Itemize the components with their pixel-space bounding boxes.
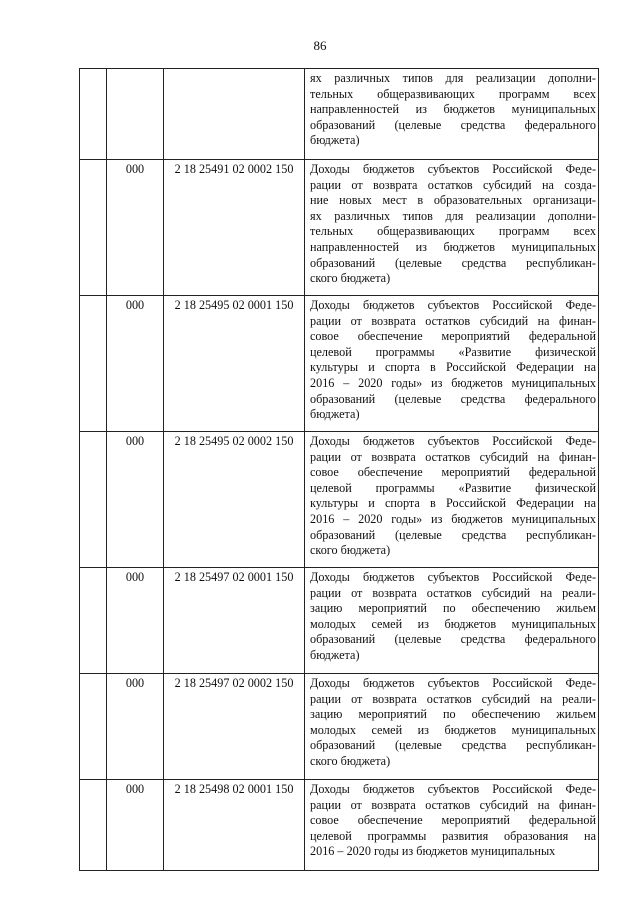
income-name-line: культуры и спорта в Российской Федерации на	[310, 360, 596, 375]
income-name-line: ского бюджета)	[310, 753, 391, 768]
blank-cell	[80, 674, 107, 780]
budget-code-cell: 2 18 25498 02 0001 150	[164, 780, 305, 871]
income-name-line: 2016 – 2020 годы» из бюджетов муниципальных	[310, 375, 596, 390]
blank-cell	[80, 69, 107, 160]
table-row	[80, 432, 599, 568]
budget-code-cell: 2 18 25497 02 0001 150	[164, 568, 305, 674]
income-name-line: Доходы бюджетов субъектов Российской Феде-	[310, 434, 596, 448]
income-name-line: совое обеспечение мероприятий федеральной	[310, 329, 596, 344]
admin-code-cell: 000	[107, 780, 164, 871]
blank-cell	[80, 160, 107, 296]
income-name-line: направленностей из бюджетов муниципальных	[310, 239, 596, 254]
income-name-line: Доходы бюджетов субъектов Российской Феде-	[310, 676, 596, 690]
income-name-cell	[305, 568, 599, 674]
admin-code-cell: 000	[107, 160, 164, 296]
income-name-line: молодых семей из бюджетов муниципальных	[310, 616, 596, 631]
budget-code-cell	[164, 69, 305, 160]
income-name-line: бюджета)	[310, 647, 360, 662]
revenue-table	[79, 68, 599, 871]
table-row	[80, 160, 599, 296]
budget-code-cell: 2 18 25495 02 0001 150	[164, 296, 305, 432]
income-name-line: тельных общеразвивающих программ всех	[310, 224, 596, 239]
admin-code-cell	[107, 69, 164, 160]
table-row	[80, 674, 599, 780]
table-body	[80, 69, 599, 871]
income-name-line: образований (целевые средства федерального	[310, 117, 596, 132]
income-name-line: Доходы бюджетов субъектов Российской Феде-	[310, 298, 596, 312]
income-name-line: зацию мероприятий по обеспечению жильем	[310, 601, 596, 616]
income-name-line: образований (целевые средства республикан-	[310, 738, 596, 753]
income-name-line: 2016 – 2020 годы» из бюджетов муниципальных	[310, 511, 596, 526]
income-name-line: ние новых мест в образовательных организаци-	[310, 193, 596, 208]
income-name-line: образований (целевые средства федерального	[310, 632, 596, 647]
blank-cell	[80, 296, 107, 432]
admin-code-cell: 000	[107, 432, 164, 568]
income-name-cell	[305, 296, 599, 432]
income-name-line: зацию мероприятий по обеспечению жильем	[310, 707, 596, 722]
income-name-line: Доходы бюджетов субъектов Российской Феде-	[310, 782, 596, 796]
income-name-line: совое обеспечение мероприятий федеральной	[310, 813, 596, 828]
income-name-line: ского бюджета)	[310, 271, 391, 286]
income-name-cell	[305, 780, 599, 871]
admin-code-cell: 000	[107, 674, 164, 780]
income-name-line: Доходы бюджетов субъектов Российской Феде-	[310, 570, 596, 584]
income-name-line: рации от возврата остатков субсидий на созда-	[310, 177, 596, 192]
budget-code-cell: 2 18 25495 02 0002 150	[164, 432, 305, 568]
budget-code-cell: 2 18 25497 02 0002 150	[164, 674, 305, 780]
table-row	[80, 568, 599, 674]
page-number: 86	[313, 38, 327, 53]
income-name-line: тельных общеразвивающих программ всех	[310, 86, 596, 101]
income-name-line: целевой программы развития образования на	[310, 828, 596, 843]
income-name-line: образований (целевые средства республикан-	[310, 527, 596, 542]
income-name-line: рации от возврата остатков субсидий на реали-	[310, 691, 596, 706]
admin-code-cell: 000	[107, 568, 164, 674]
income-name-line: бюджета)	[310, 133, 360, 148]
income-name-line: ях различных типов для реализации дополни-	[310, 208, 596, 223]
income-name-line: Доходы бюджетов субъектов Российской Феде-	[310, 162, 596, 176]
income-name-line: молодых семей из бюджетов муниципальных	[310, 722, 596, 737]
budget-code-cell: 2 18 25491 02 0002 150	[164, 160, 305, 296]
revenue-codes-table	[79, 68, 596, 871]
blank-cell	[80, 568, 107, 674]
income-name-line: ского бюджета)	[310, 543, 391, 558]
income-name-cell	[305, 69, 599, 160]
income-name-line: рации от возврата остатков субсидий на финан-	[310, 449, 596, 464]
income-name-line: совое обеспечение мероприятий федеральной	[310, 465, 596, 480]
income-name-line: направленностей из бюджетов муниципальных	[310, 102, 596, 117]
table-row	[80, 780, 599, 871]
income-name-cell	[305, 160, 599, 296]
income-name-line: 2016 – 2020 годы из бюджетов муниципальных	[310, 844, 556, 859]
income-name-line: образований (целевые средства республикан-	[310, 255, 596, 270]
income-name-line: бюджета)	[310, 407, 360, 422]
income-name-line: целевой программы «Развитие физической	[310, 480, 596, 495]
income-name-line: образований (целевые средства федерального	[310, 391, 596, 406]
table-row	[80, 296, 599, 432]
income-name-line: ях различных типов для реализации дополни-	[310, 71, 596, 85]
table-row	[80, 69, 599, 160]
income-name-line: целевой программы «Развитие физической	[310, 344, 596, 359]
income-name-line: культуры и спорта в Российской Федерации на	[310, 496, 596, 511]
blank-cell	[80, 432, 107, 568]
income-name-line: рации от возврата остатков субсидий на финан-	[310, 313, 596, 328]
income-name-line: рации от возврата остатков субсидий на реали-	[310, 585, 596, 600]
income-name-cell	[305, 674, 599, 780]
admin-code-cell: 000	[107, 296, 164, 432]
income-name-line: рации от возврата остатков субсидий на финан-	[310, 797, 596, 812]
income-name-cell	[305, 432, 599, 568]
blank-cell	[80, 780, 107, 871]
